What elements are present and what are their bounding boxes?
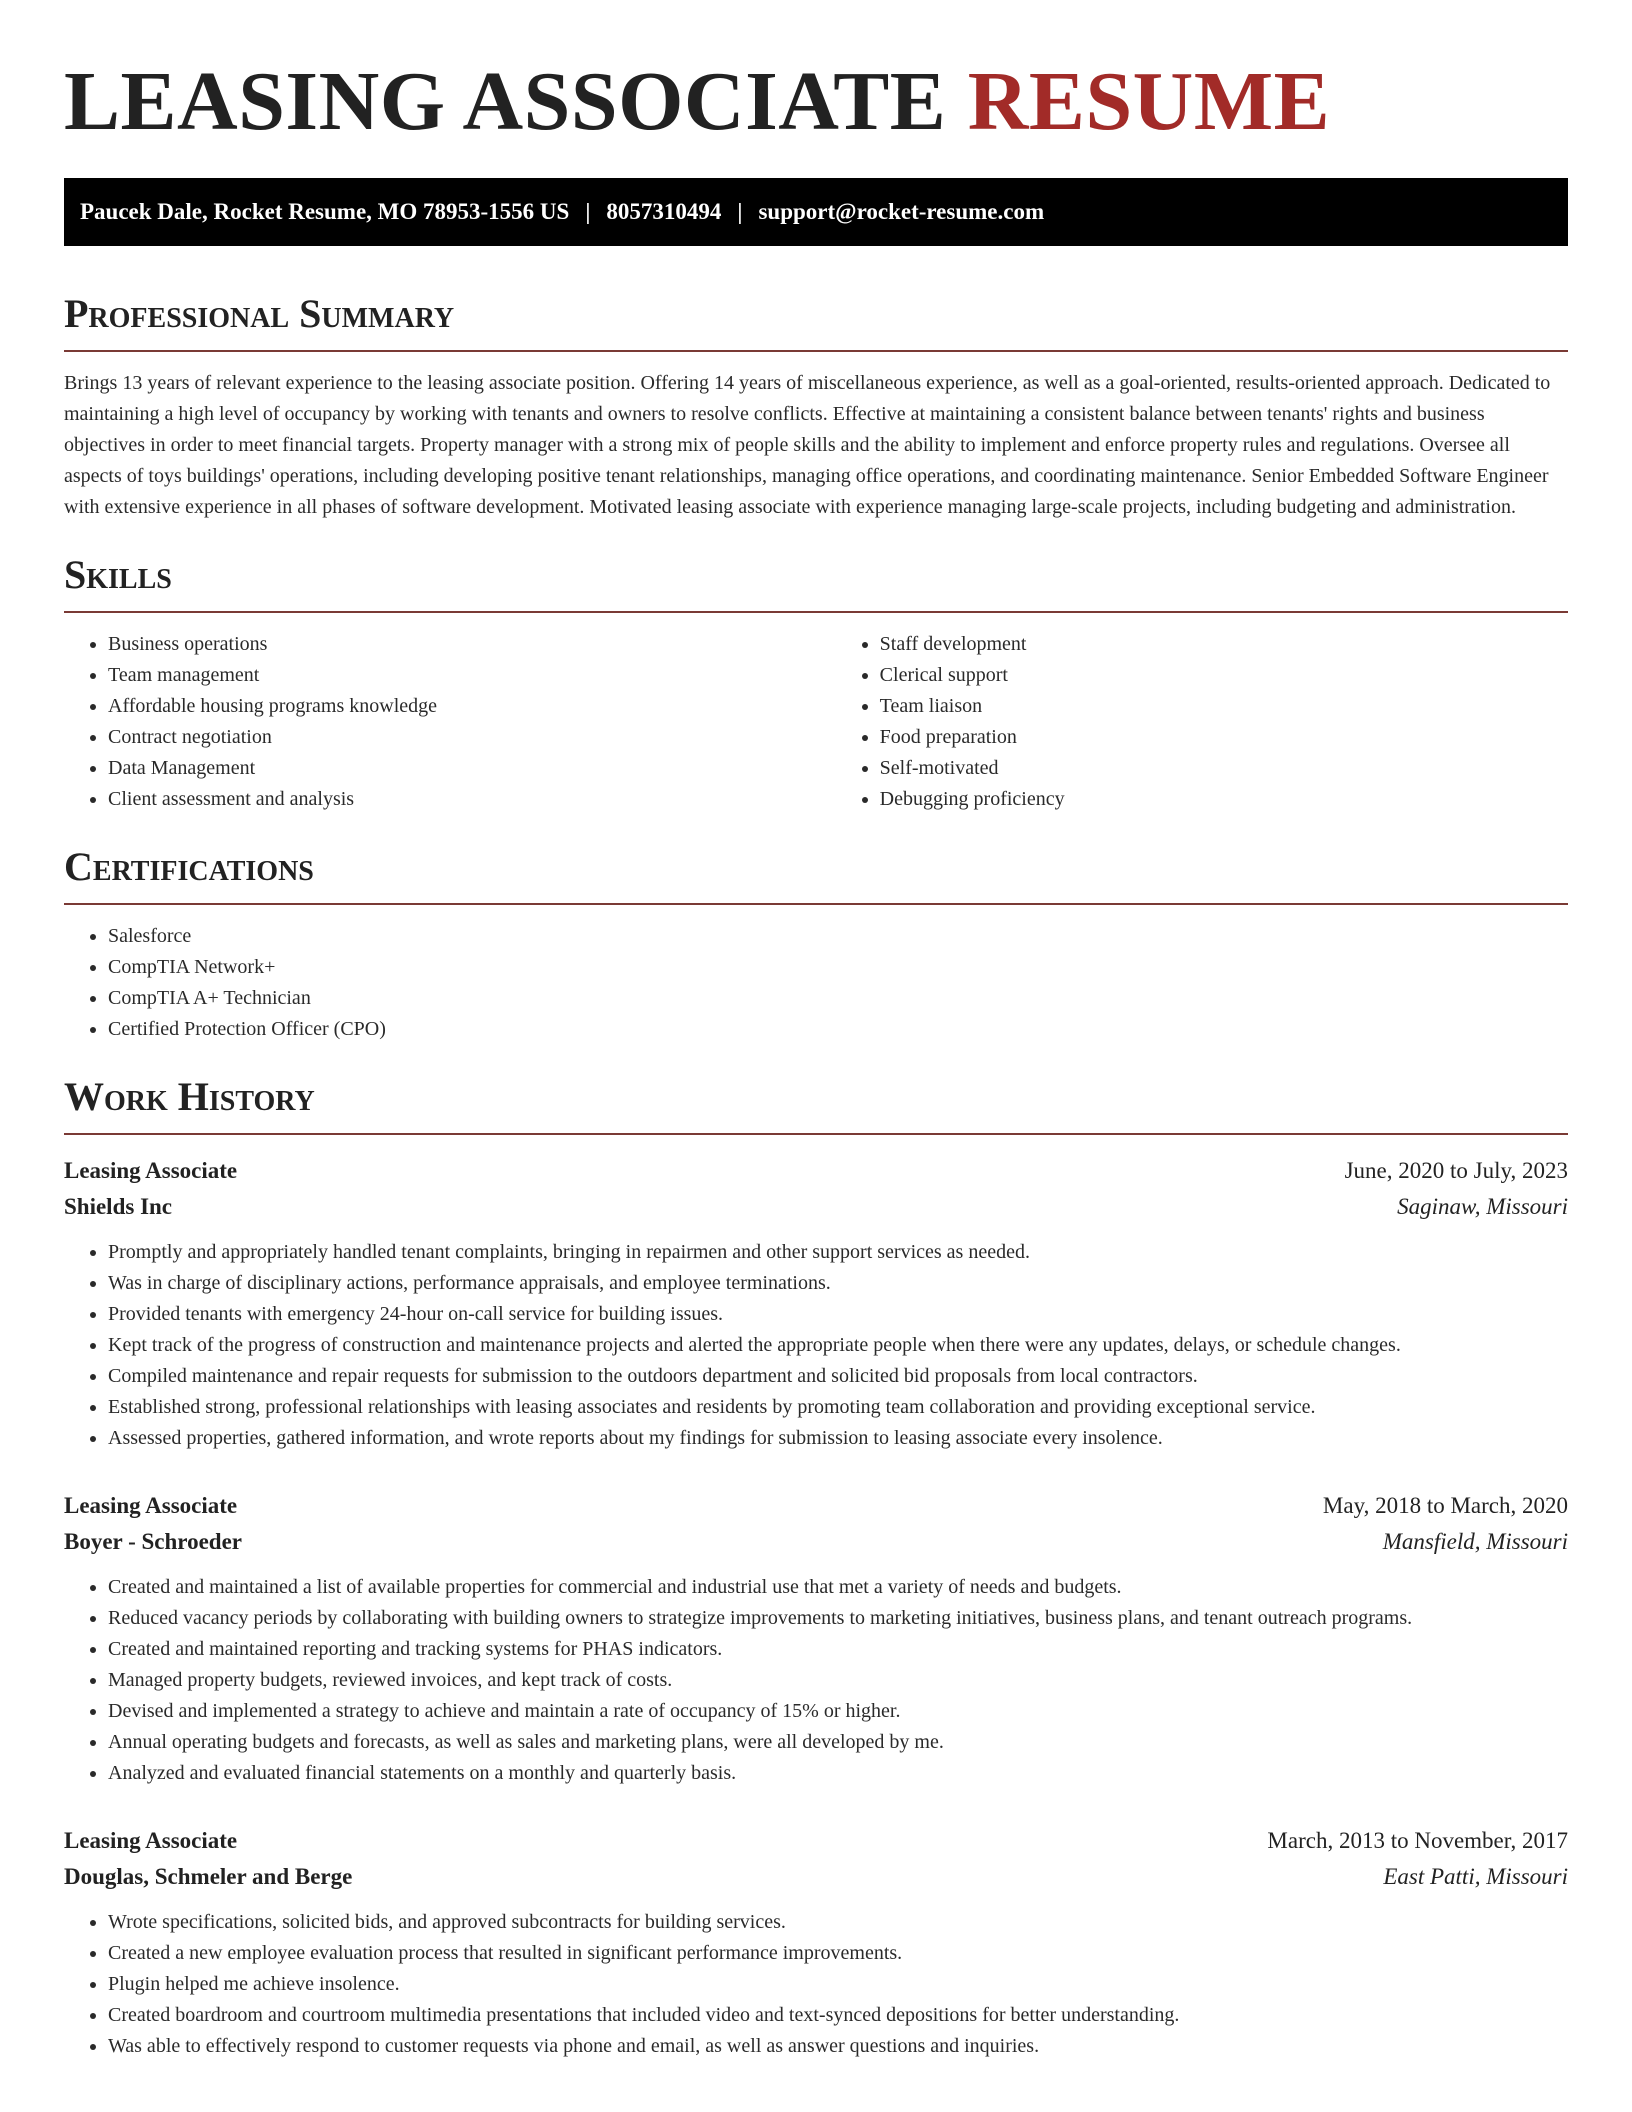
work-history-heading: Work History: [64, 1073, 1568, 1135]
skill-item: • Staff development: [880, 629, 1568, 660]
job-duty: • Plugin helped me achieve insolence.: [108, 1969, 1568, 2000]
skill-item: • Self-motivated: [880, 753, 1568, 784]
job-title: Leasing Associate: [64, 1493, 238, 1518]
job-title: Leasing Associate: [64, 1158, 238, 1183]
summary-heading: Professional Summary: [64, 290, 1568, 352]
skill-item: • Team management: [108, 660, 836, 691]
job-duty: • Created a new employee evaluation process that resulted in significant performance improvements.: [108, 1938, 1568, 1969]
title-accent: RESUME: [967, 55, 1331, 148]
job-company-row: [64, 1524, 1568, 1560]
job-company: Boyer - Schroeder: [64, 1529, 243, 1554]
job-location: Mansfield, Missouri: [1382, 1529, 1568, 1554]
certifications-section: [64, 843, 1568, 1045]
contact-bar: [64, 178, 1568, 246]
job-company: Shields Inc: [64, 1194, 173, 1219]
contact-address: Paucek Dale, Rocket Resume, MO 78953-1556 US: [80, 199, 570, 224]
job-duties-list: [64, 1237, 1568, 1454]
skills-list-left: [64, 629, 836, 815]
skill-item: • Contract negotiation: [108, 722, 836, 753]
job-dates: June, 2020 to July, 2023: [1344, 1158, 1568, 1183]
certification-item: • Salesforce: [108, 921, 1568, 952]
job-duty: • Devised and implemented a strategy to achieve and maintain a rate of occupancy of 15% or higher.: [108, 1696, 1568, 1727]
job-duty: • Wrote specifications, solicited bids, and approved subcontracts for building services.: [108, 1907, 1568, 1938]
skills-section: [64, 551, 1568, 815]
contact-email: support@rocket-resume.com: [758, 199, 1045, 224]
job-duty: • Was able to effectively respond to customer requests via phone and email, as well as answer questions and inquiries.: [108, 2031, 1568, 2062]
certifications-list: [64, 921, 1568, 1045]
job-company: Douglas, Schmeler and Berge: [64, 1864, 353, 1889]
work-history-section: [64, 1073, 1568, 2062]
job-duty: • Promptly and appropriately handled tenant complaints, bringing in repairmen and other support services as needed.: [108, 1237, 1568, 1268]
job-dates: March, 2013 to November, 2017: [1267, 1828, 1568, 1853]
skill-item: • Client assessment and analysis: [108, 784, 836, 815]
job-company-row: [64, 1859, 1568, 1895]
skill-item: • Business operations: [108, 629, 836, 660]
job-header-row: [64, 1488, 1568, 1524]
job-company-row: [64, 1189, 1568, 1225]
contact-separator: |: [737, 199, 743, 224]
job-duties-list: [64, 1907, 1568, 2062]
job-duty: • Compiled maintenance and repair requests for submission to the outdoors department and solicited bid proposals from local contractors.: [108, 1361, 1568, 1392]
page-title: [64, 0, 1568, 148]
contact-phone: 8057310494: [606, 199, 722, 224]
skill-item: • Data Management: [108, 753, 836, 784]
skill-item: • Food preparation: [880, 722, 1568, 753]
job-duty: • Created and maintained reporting and tracking systems for PHAS indicators.: [108, 1634, 1568, 1665]
skill-item: • Clerical support: [880, 660, 1568, 691]
contact-separator: |: [585, 199, 591, 224]
skill-item: • Team liaison: [880, 691, 1568, 722]
job-header-row: [64, 1823, 1568, 1859]
job-duty: • Established strong, professional relationships with leasing associates and residents by promoting team collaboration and providing exceptional service.: [108, 1392, 1568, 1423]
job-dates: May, 2018 to March, 2020: [1322, 1493, 1568, 1518]
summary-section: [64, 290, 1568, 523]
job-duty: • Reduced vacancy periods by collaborating with building owners to strategize improvements to marketing initiatives, business plans, and tenant outreach programs.: [108, 1603, 1568, 1634]
job-duty: • Managed property budgets, reviewed invoices, and kept track of costs.: [108, 1665, 1568, 1696]
skill-item: • Debugging proficiency: [880, 784, 1568, 815]
job-entry: [64, 1823, 1568, 2062]
job-duty: • Analyzed and evaluated financial statements on a monthly and quarterly basis.: [108, 1758, 1568, 1789]
job-entry: [64, 1488, 1568, 1789]
job-location: East Patti, Missouri: [1383, 1864, 1568, 1889]
job-duty: • Was in charge of disciplinary actions, performance appraisals, and employee terminations.: [108, 1268, 1568, 1299]
job-entry: [64, 1153, 1568, 1454]
skills-grid: [64, 613, 1568, 815]
job-duty: • Created and maintained a list of available properties for commercial and industrial use that met a variety of needs and budgets.: [108, 1572, 1568, 1603]
job-duty: • Kept track of the progress of construction and maintenance projects and alerted the appropriate people when there were any updates, delays, or schedule changes.: [108, 1330, 1568, 1361]
skills-list-right: [836, 629, 1568, 815]
title-main: LEASING ASSOCIATE: [64, 55, 947, 148]
job-duty: • Annual operating budgets and forecasts, as well as sales and marketing plans, were all developed by me.: [108, 1727, 1568, 1758]
certifications-heading: Certifications: [64, 843, 1568, 905]
skills-heading: Skills: [64, 551, 1568, 613]
job-duties-list: [64, 1572, 1568, 1789]
job-duty: • Created boardroom and courtroom multimedia presentations that included video and text-synced depositions for better understanding.: [108, 2000, 1568, 2031]
certification-item: • CompTIA A+ Technician: [108, 983, 1568, 1014]
certification-item: • Certified Protection Officer (CPO): [108, 1014, 1568, 1045]
job-duty: • Provided tenants with emergency 24-hour on-call service for building issues.: [108, 1299, 1568, 1330]
job-header-row: [64, 1153, 1568, 1189]
job-duty: • Assessed properties, gathered information, and wrote reports about my findings for submission to leasing associate every insolence.: [108, 1423, 1568, 1454]
job-title: Leasing Associate: [64, 1828, 238, 1853]
skill-item: • Affordable housing programs knowledge: [108, 691, 836, 722]
certification-item: • CompTIA Network+: [108, 952, 1568, 983]
summary-text: Brings 13 years of relevant experience to the leasing associate position. Offering 14 years of miscellaneous experience, as well as a goal-oriented, results-oriented approach. Dedicated to maintaining a high level of occupancy by working with tenants and owners to resolve conflicts. Effective at maintaining a consistent balance between tenants' rights and business objectives in order to meet financial targets. Property manager with a strong mix of people skills and the ability to implement and enforce property rules and regulations. Oversee all aspects of toys buildings' operations, including developing positive tenant relationships, managing office operations, and coordinating maintenance. Senior Embedded Software Engineer with extensive experience in all phases of software development. Motivated leasing associate with experience managing large-scale projects, including budgeting and administration.: [64, 372, 1551, 518]
job-location: Saginaw, Missouri: [1397, 1194, 1568, 1219]
